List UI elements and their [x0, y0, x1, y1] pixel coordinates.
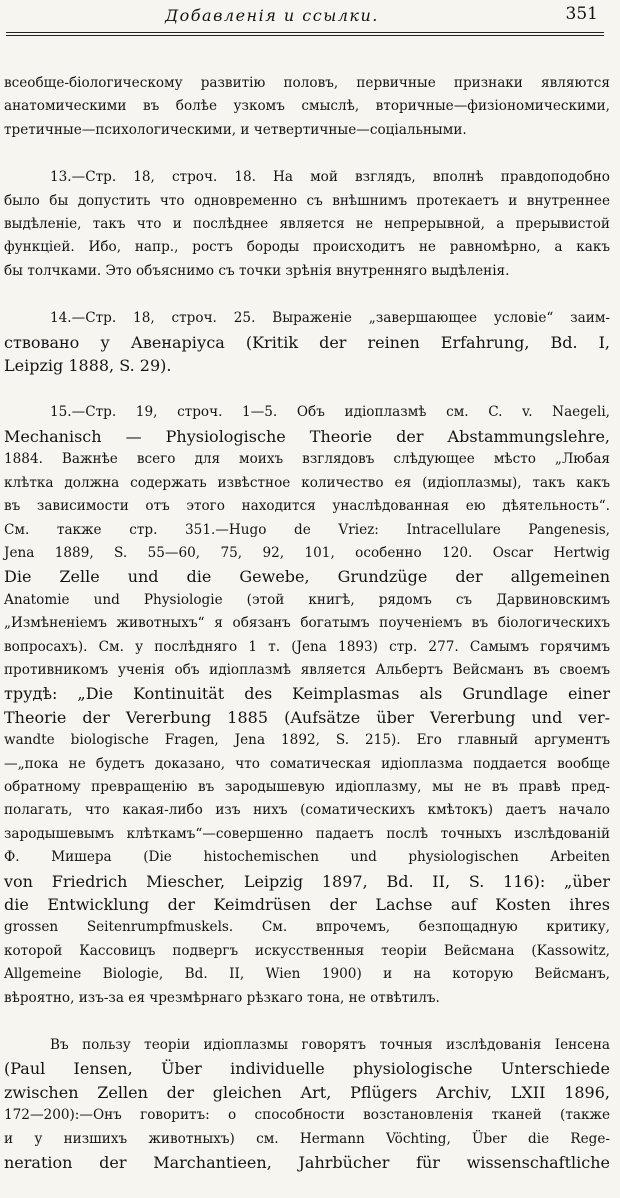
- text-line: Die Zelle und die Gewebe, Grundzüge der allgemeinen: [4, 567, 610, 587]
- text-line: Jena 1889, S. 55—60, 75, 92, 101, особенно 120. Oscar Hertwig: [4, 544, 610, 561]
- text-line: —„пока не будетъ доказано, что соматическая идіоплазма поддается вообще: [4, 755, 610, 772]
- text-line: Въ пользу теоріи идіоплазмы говорятъ точныя изслѣдованія Iенсена: [50, 1037, 610, 1054]
- note-15: [4, 401, 610, 1010]
- text-line: зародышевымъ клѣткамъ“—совершенно падаетъ послѣ точныхъ изслѣдованій: [4, 825, 610, 842]
- paragraph-continuation: [4, 72, 610, 142]
- text-line: функціей. Ибо, напр., ростъ бороды происходитъ не равномѣрно, а какъ: [4, 239, 610, 256]
- note-13: [4, 166, 610, 283]
- text-line: Leipzig 1888, S. 29).: [4, 356, 172, 376]
- text-line: Ф. Мишера (Die histochemischen und physiologischen Arbeiten: [4, 849, 610, 866]
- text-line: die Entwicklung der Keimdrüsen der Lachse auf Kosten ihres: [4, 895, 610, 914]
- text-line: wandte biologische Fragen, Jena 1892, S. 215). Его главный аргументъ: [4, 732, 610, 749]
- text-line: 172—200):—Онъ говоритъ: о способности возстановленія тканей (также: [4, 1107, 610, 1124]
- text-line: въ зависимости отъ этого находится унаслѣдованная ею дѣятельность“.: [4, 498, 610, 515]
- text-line: полагать, что какая-либо изъ нихъ (соматическихъ кмѣтокъ) даетъ начало: [4, 802, 610, 819]
- note-14: [4, 307, 610, 377]
- text-line: 14.—Стр. 18, строч. 25. Выраженіе „завершающее условіе“ заим-: [50, 310, 610, 327]
- text-line: Theorie der Vererbung 1885 (Aufsätze über Vererbung und ver-: [4, 707, 610, 727]
- text-line: было бы допустить что одновременно съ внѣшнимъ протекаетъ и внутреннее: [4, 192, 610, 209]
- header-rule-top: [6, 32, 604, 33]
- text-line: клѣтка должна содержать извѣстное количество ея (идіоплазмы), такъ какъ: [4, 474, 610, 491]
- text-line: zwischen Zellen der gleichen Art, Pflügers Archiv, LXII 1896,: [4, 1082, 610, 1102]
- text-line: и у низшихъ животныхъ) см. Hermann Vöchting, Über die Rege-: [4, 1130, 610, 1147]
- text-line: 13.—Стр. 18, строч. 18. На мой взглядъ, вполнѣ правдоподобно: [50, 169, 610, 186]
- running-title: Добавленія и ссылки.: [165, 6, 379, 25]
- text-line: третичные—психологическими, и четвертичные—соціальными.: [4, 121, 467, 138]
- text-line: „Измѣненіемъ животныхъ“ я обязанъ богатымъ поученіемъ въ біологическихъ: [4, 615, 610, 632]
- text-line: (Paul Iensen, Über individuelle physiologische Unterschiede: [4, 1059, 610, 1079]
- text-line: ствовано у Авенаріуса (Kritik der reinen Erfahrung, Bd. I,: [4, 332, 610, 352]
- text-line: Anatomie und Physiologie (этой книгѣ, рядомъ съ Дарвиновскимъ: [4, 591, 610, 608]
- text-line: которой Кассовицъ подвергъ искусственныя теоріи Вейсмана (Kassowitz,: [4, 942, 610, 959]
- text-line: вѣроятно, изъ-за ея чрезмѣрнаго рѣзкаго тона, не отвѣтилъ.: [4, 989, 440, 1006]
- text-line: grossen Seitenrumpfmuskels. См. впрочемъ, безпощадную критику,: [4, 919, 610, 936]
- text-line: противникомъ ученія объ идіоплазмѣ является Альбертъ Вейсманъ въ своемъ: [4, 661, 610, 678]
- text-line: 1884. Важнѣе всего для моихъ взглядовъ слѣдующее мѣсто „Любая: [4, 451, 610, 468]
- text-line: von Friedrich Miescher, Leipzig 1897, Bd. II, S. 116): „über: [4, 871, 610, 891]
- text-line: neration der Marchantieen, Jahrbücher für wissenschaftliche: [4, 1153, 610, 1173]
- body-text: [4, 72, 610, 1198]
- page-header: [4, 0, 610, 30]
- text-line: 15.—Стр. 19, строч. 1—5. Объ идіоплазмѣ см. C. v. Naegeli,: [50, 404, 610, 421]
- text-line: обратному превращенію въ зародышевую идіоплазму, мы не въ правѣ пред-: [4, 778, 610, 795]
- text-line: всеобще-біологическому развитію половъ, первичные признаки являются: [4, 75, 610, 91]
- text-line: анатомическими въ болѣе узкомъ смыслѣ, вторичные—физіономическими,: [4, 98, 610, 115]
- text-line: вопросахъ). См. у послѣдняго 1 т. (Jena 1893) стр. 277. Самымъ горячимъ: [4, 638, 610, 655]
- page-number: 351: [565, 4, 598, 24]
- text-line: выдѣленіе, такъ что и послѣднее является не непрерывной, а прерывистой: [4, 216, 610, 233]
- text-line: бы толчками. Это объяснимо съ точки зрѣнія внутренняго выдѣленія.: [4, 262, 510, 279]
- header-rule-bottom: [6, 35, 604, 36]
- text-line: Allgemeine Biologie, Bd. II, Wien 1900) и на которую Вейсманъ,: [4, 966, 610, 983]
- text-line: Mechanisch — Physiologische Theorie der Abstammungslehre,: [4, 426, 610, 446]
- paragraph-jensen: [4, 1034, 610, 1174]
- text-line: трудѣ: „Die Kontinuität des Keimplasmas als Grundlage einer: [4, 684, 610, 704]
- text-line: См. также стр. 351.—Hugo de Vriez: Intracellulare Pangenesis,: [4, 521, 610, 538]
